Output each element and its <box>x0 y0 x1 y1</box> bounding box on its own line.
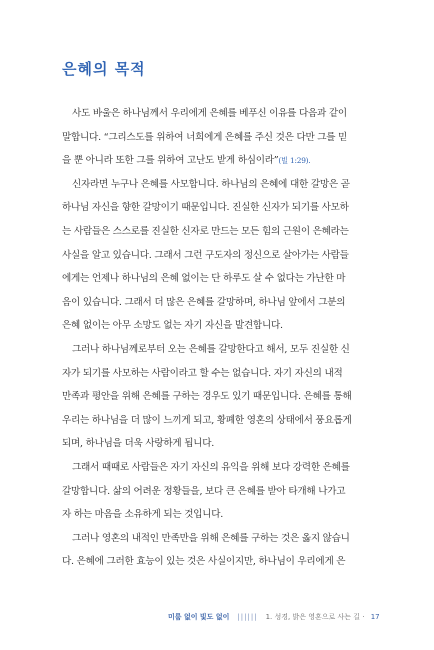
paragraph <box>62 527 375 574</box>
section-title: 은혜의 목적 <box>62 60 146 78</box>
text-line: 는 사람들은 스스로를 진실한 신자로 만드는 모든 힘의 근원이 은혜라는 <box>62 225 349 237</box>
text-line: 되며, 하나님을 더욱 사랑하게 됩니다. <box>62 438 215 450</box>
paragraph <box>62 102 375 173</box>
text-line: 다. 은혜에 그러한 효능이 있는 것은 사실이지만, 하나님이 우리에게 은 <box>62 556 346 568</box>
text-line: 그래서 때때로 사람들은 자기 자신의 유익을 위해 보다 강력한 은혜를 <box>72 461 350 473</box>
text-line: 우리는 하나님을 더 많이 느끼게 되고, 황폐한 영혼의 상태에서 풍요롭게 <box>62 414 352 426</box>
paragraph <box>62 456 375 527</box>
scripture-citation: (빌 1:29). <box>278 156 311 166</box>
text-line: 자가 되기를 사모하는 사람이라고 할 수는 없습니다. 자기 자신의 내적 <box>62 367 343 379</box>
body-text <box>62 102 375 574</box>
page-number: 17 <box>370 613 380 621</box>
book-title: 미룸 없이 빛도 없이 <box>168 613 230 621</box>
text-line: 음이 있습니다. 그래서 더 많은 은혜를 갈망하며, 하나님 앞에서 그분의 <box>62 296 346 308</box>
text-line: 그러나 영혼의 내적인 만족만을 위해 은혜를 구하는 것은 옳지 않습니 <box>72 532 350 544</box>
text-line: 말합니다. “그리스도를 위하여 너희에게 은혜를 주신 것은 다만 그를 믿 <box>62 131 348 143</box>
paragraph <box>62 173 375 338</box>
text-line <box>62 149 375 173</box>
text-line: 하나님 자신을 향한 갈망이기 때문입니다. 진실한 신자가 되기를 사모하 <box>62 202 349 214</box>
text-line: 에게는 언제나 하나님의 은혜 없이는 단 하루도 살 수 없다는 가난한 마 <box>62 273 346 285</box>
chapter-title: 1. 성경, 밝은 영혼으로 사는 길 <box>265 613 360 621</box>
paragraph <box>62 338 375 456</box>
footer-separator: |||||| <box>237 613 258 621</box>
text-line: 그러나 하나님께로부터 오는 은혜를 갈망한다고 해서, 모두 진실한 신 <box>72 343 350 355</box>
text-line: 사실을 알고 있습니다. 그래서 그런 구도자의 정신으로 살아가는 사람들 <box>62 249 349 261</box>
text-line: 갈망합니다. 삶의 어려운 정황들을, 보다 큰 은혜를 받아 타개해 나가고 <box>62 485 346 497</box>
text-line: 사도 바울은 하나님께서 우리에게 은혜를 베푸신 이유를 다음과 같이 <box>72 108 347 119</box>
text-line-content: 을 뿐 아니라 또한 그를 위하여 고난도 받게 하심이라” <box>62 155 279 167</box>
text-line: 신자라면 누구나 은혜를 사모합니다. 하나님의 은혜에 대한 갈망은 곧 <box>72 178 350 190</box>
text-line: 자 하는 마음을 소유하게 되는 것입니다. <box>62 509 224 521</box>
text-line: 만족과 평안을 위해 은혜를 구하는 경우도 있기 때문입니다. 은혜를 통해 <box>62 391 352 403</box>
text-line: 은혜 없이는 아무 소망도 없는 자기 자신을 발견합니다. <box>62 320 283 332</box>
page-footer: 미룸 없이 빛도 없이 |||||| 1. 성경, 밝은 영혼으로 사는 길 · 17 <box>168 613 380 621</box>
